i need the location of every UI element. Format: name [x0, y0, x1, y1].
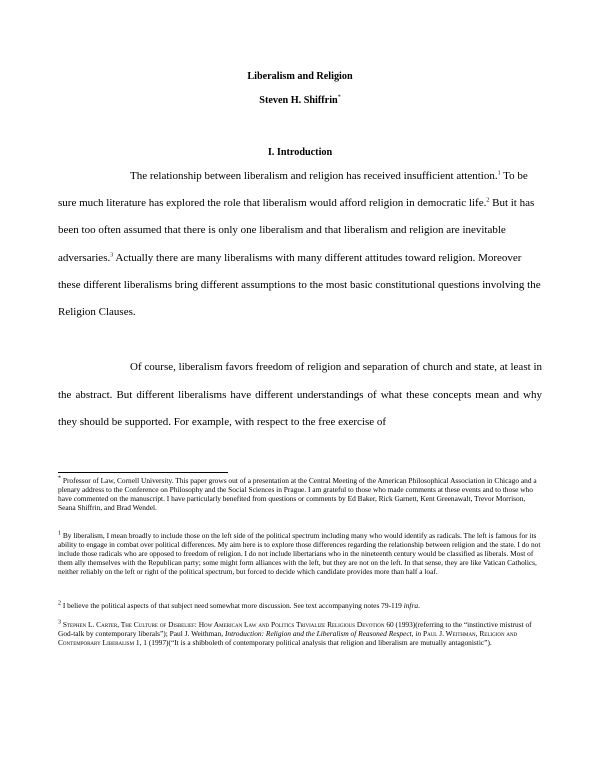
footnote-2-text: I believe the political aspects of that subject need somewhat more discussion. See text accompanying notes 79-119	[61, 601, 404, 610]
footnote-ref-2: 2	[486, 197, 490, 204]
footnote-2-italic: infra	[403, 601, 419, 610]
footnote-3-italic-title: Introduction: Religion and the Liberalism of Reasoned Respect, in	[224, 629, 422, 639]
paragraph2-text: Of course, liberalism favors freedom of religion and separation of church and state, at least in the abstract. But different liberalisms have different understandings of what these concepts mean and why they should be supported. For example, with respect to the free exercise of	[58, 361, 542, 429]
footnote-1-mark: 1	[58, 530, 61, 537]
author-line	[58, 95, 542, 106]
author-name: Steven H. Shiffrin	[259, 95, 338, 106]
section-heading: I. Introduction	[267, 147, 333, 158]
footnote-star-mark: *	[58, 475, 61, 482]
footnote-ref-3: 3	[110, 251, 114, 258]
footnote-star	[58, 476, 542, 512]
author-footnote-mark: *	[337, 94, 341, 101]
footnote-3	[58, 620, 542, 647]
footnote-2-end: .	[418, 601, 420, 610]
footnote-1	[58, 531, 542, 576]
footnote-3-text-2: 1, 1 (1997)(“It is a shibboleth of contemporary political analysis that religion and liberalism are mutually antagonistic”).	[134, 638, 492, 648]
footnote-separator	[58, 472, 228, 473]
paragraph1-sentence-3: But it has been too often assumed that there is only one liberalism and that liberalism and religion are inevitable adversaries.	[58, 197, 535, 264]
paragraph1-sentence-4: Actually there are many liberalisms with many different attitudes toward religion. Moreover these different liberalisms bring different assumptions to the most basic constitutional questions involving the Religion Clauses.	[58, 251, 541, 319]
paper-title: Liberalism and Religion	[247, 71, 353, 82]
introduction-paragraph-1	[58, 163, 542, 326]
footnote-star-text: Professor of Law, Cornell University. This paper grows out of a presentation at the Central Meeting of the American Philosophical Association in Chicago and a plenary address to the Conference on Philosophy and the Social Sciences in Prague. I am grateful to those who made comments at these events and to those who have commented on the manuscript. I have particularly benefited from questions or comments by Ed Baker, Rick Garnett, Kent Greenawalt, Trevor Morrison, Seana Shiffrin, and Brad Wendel.	[58, 476, 537, 513]
footnote-3-citation-1: Stephen L. Carter, The Culture of Disbelief: How American Law and Politics Trivialize Religious Devotion	[61, 620, 385, 629]
footnote-ref-1: 1	[497, 170, 501, 177]
footnote-1-text: By liberalism, I mean broadly to include those on the left side of the political spectrum including many who would identify as radicals. The left is famous for its ability to engage in combat over political differences. My aim here is to explore those differences regarding the relationship between religion and the state. I do not include those radicals who are opposed to freedom of religion. I do not include libertarians who in the nineteenth century would be classified as liberals. Most of them ally themselves with the Republican party; some might form alliances with the left, but they are not on the left. In that sense, they are like Vatican Catholics, neither reliably on the left or right of the political spectrum, but forced to decide which candidate provides more than half a loaf.	[58, 531, 541, 577]
footnote-3-mark: 3	[58, 619, 61, 626]
footnote-3-text-1: 60 (1993)(referring to the “instinctive mistrust of God-talk by contemporary liberals”); Paul J. Weithman,	[58, 620, 532, 639]
paragraph1-sentence-1: The relationship between liberalism and religion has received insufficient attention.	[130, 170, 498, 182]
footnote-2-mark: 2	[58, 600, 61, 607]
paragraph1-sentence-2: To be sure much literature has explored the role that liberalism would afford religion in democratic life.	[58, 170, 528, 210]
footnote-2	[58, 601, 542, 610]
introduction-paragraph-2	[58, 354, 542, 437]
footnote-3-citation-2: Paul J. Weithman, Religion and Contemporary Liberalism	[58, 629, 518, 648]
